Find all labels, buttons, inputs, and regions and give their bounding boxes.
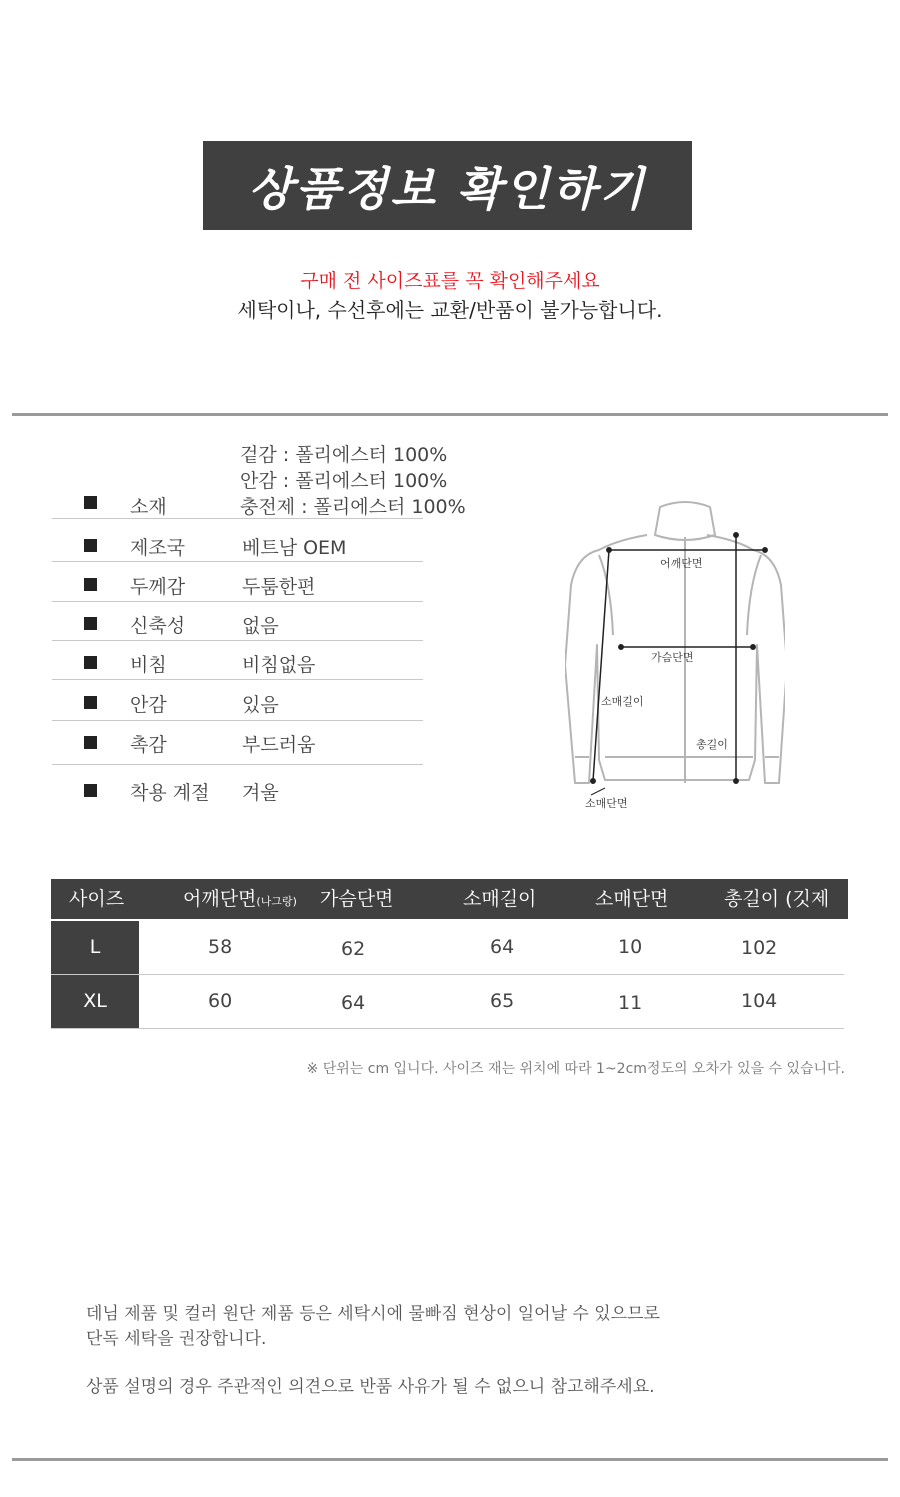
care-note-line3: 상품 설명의 경우 주관적인 의견으로 반품 사유가 될 수 없으니 참고해주세요. [86, 1377, 655, 1397]
spec-value: 비침없음 [242, 654, 316, 676]
header-size: 사이즈 [69, 888, 125, 910]
label-total-length: 총길이 [696, 738, 728, 751]
size-cell: L [51, 921, 139, 974]
square-bullet-icon [84, 656, 97, 669]
table-row [51, 975, 844, 1029]
square-bullet-icon [84, 736, 97, 749]
spec-label: 착용 계절 [130, 782, 210, 804]
square-bullet-icon [84, 784, 97, 797]
cell-chest: 64 [341, 992, 366, 1014]
no-return-notice: 세탁이나, 수선후에는 교환/반품이 불가능합니다. [237, 298, 663, 322]
header-sleeve-width: 소매단면 [595, 888, 669, 910]
page-title: 상품정보 확인하기 [203, 141, 692, 230]
spec-label: 제조국 [130, 537, 186, 559]
spec-row-touch [52, 727, 423, 765]
label-shoulder: 어깨단면 [660, 557, 703, 570]
header-total-length: 총길이 (깃제외) [724, 888, 830, 950]
spec-row-season [52, 775, 423, 807]
unit-note: ※ 단위는 cm 입니다. 사이즈 재는 위치에 따라 1~2cm정도의 오차가 있을 수 있습니다. [306, 1061, 845, 1077]
cell-shoulder: 60 [208, 990, 233, 1012]
jacket-measurement-diagram [565, 495, 785, 815]
header-sleeve-length: 소매길이 [463, 888, 537, 910]
cell-sleeve-width: 10 [618, 936, 643, 958]
cell-total-length: 102 [741, 937, 778, 959]
table-row [51, 921, 844, 975]
spec-label: 안감 [130, 694, 167, 716]
square-bullet-icon [84, 578, 97, 591]
cell-sleeve-length: 65 [490, 990, 515, 1012]
spec-row-thickness [52, 569, 423, 602]
spec-label: 비침 [130, 654, 167, 676]
material-lining: 안감 : 폴리에스터 100% [240, 470, 448, 492]
square-bullet-icon [84, 617, 97, 630]
spec-row-stretch [52, 608, 423, 641]
spec-label: 소재 [130, 496, 167, 518]
size-check-notice: 구매 전 사이즈표를 꼭 확인해주세요 [300, 270, 600, 292]
spec-value: 겨울 [242, 782, 279, 804]
cell-sleeve-length: 64 [490, 936, 515, 958]
divider-bottom [12, 1458, 888, 1461]
cell-total-length: 104 [741, 990, 778, 1012]
divider-top [12, 413, 888, 416]
cell-sleeve-width: 11 [618, 992, 643, 1014]
spec-label: 촉감 [130, 734, 167, 756]
header-shoulder [183, 879, 297, 919]
spec-value: 있음 [242, 694, 279, 716]
spec-row-lining [52, 687, 423, 721]
cell-chest: 62 [341, 938, 366, 960]
header-shoulder-label: 어깨단면 [183, 888, 257, 910]
square-bullet-icon [84, 539, 97, 552]
spec-value: 두툼한편 [242, 576, 316, 598]
size-cell: XL [51, 975, 139, 1028]
spec-label: 신축성 [130, 615, 186, 637]
header-shoulder-note: (나그랑) [256, 895, 297, 908]
cell-shoulder: 58 [208, 936, 233, 958]
care-note-line1: 데님 제품 및 컬러 원단 제품 등은 세탁시에 물빠짐 현상이 일어날 수 있으므로 [86, 1304, 660, 1324]
spec-row-country [52, 530, 423, 562]
material-outer: 겉감 : 폴리에스터 100% [240, 444, 448, 466]
header-chest: 가슴단면 [320, 888, 394, 910]
spec-row-material [52, 490, 423, 519]
square-bullet-icon [84, 696, 97, 709]
material-filling: 충전제 : 폴리에스터 100% [240, 496, 466, 518]
spec-label: 두께감 [130, 576, 186, 598]
spec-value: 없음 [242, 615, 279, 637]
spec-value: 베트남 OEM [242, 537, 347, 559]
spec-value: 부드러움 [242, 734, 316, 756]
label-sleeve-length: 소매길이 [601, 695, 644, 708]
spec-row-sheer [52, 647, 423, 680]
care-note-line2: 단독 세탁을 권장합니다. [86, 1329, 267, 1349]
square-bullet-icon [84, 496, 97, 509]
label-sleeve-width: 소매단면 [585, 797, 628, 810]
label-chest: 가슴단면 [651, 651, 694, 664]
